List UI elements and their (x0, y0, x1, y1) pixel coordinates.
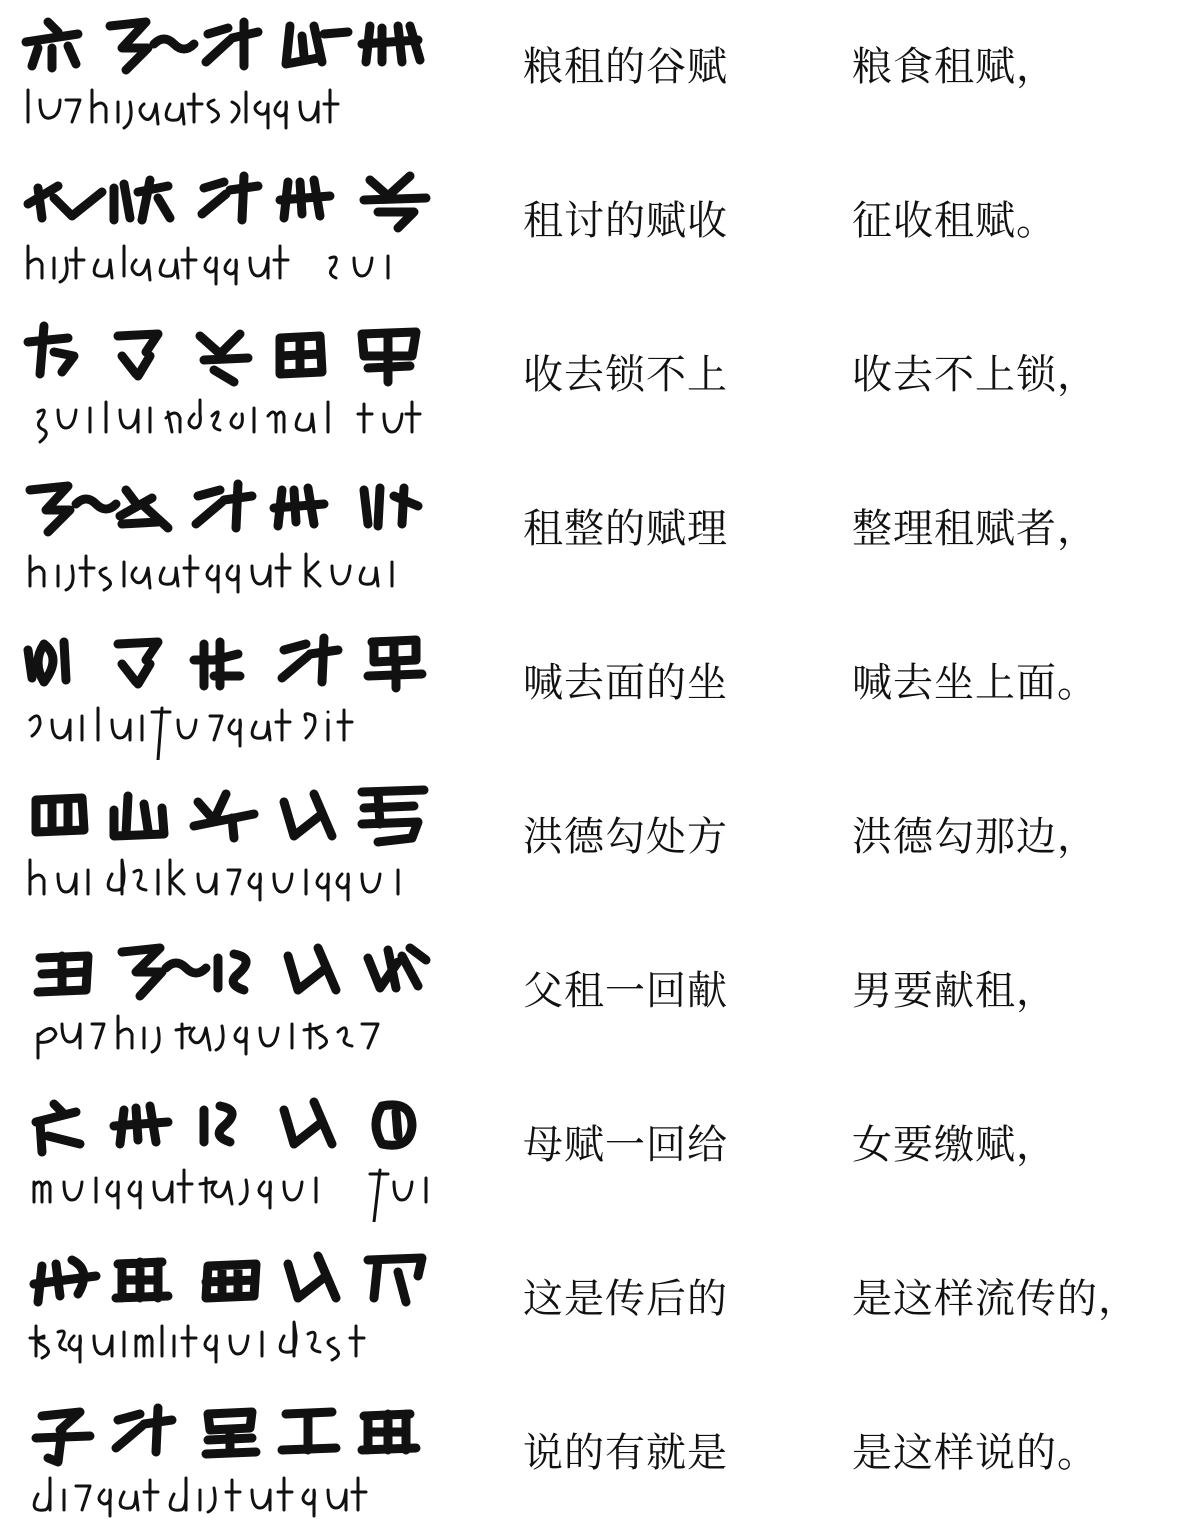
translation-text: 征收租赋。 (852, 198, 1057, 244)
gloss-text: 喊去面的坐 (523, 660, 728, 706)
verse-row (0, 770, 1181, 924)
gloss-text: 租整的赋理 (523, 506, 728, 552)
verse-row (0, 154, 1181, 308)
verse-row (0, 616, 1181, 770)
verse-row (0, 1078, 1181, 1232)
handwritten-script-glyphs (18, 1082, 448, 1222)
gloss-text: 说的有就是 (523, 1430, 728, 1476)
verse-row (0, 1232, 1181, 1386)
gloss-text: 粮租的谷赋 (523, 44, 728, 90)
translation-text: 女要缴赋， (852, 1122, 1057, 1168)
gloss-text: 母赋一回给 (523, 1122, 728, 1168)
handwritten-script-glyphs (18, 620, 448, 760)
handwritten-script-glyphs (18, 774, 448, 914)
handwritten-script-glyphs (18, 4, 448, 144)
translation-text: 洪德勾那边， (852, 814, 1098, 860)
gloss-text: 这是传后的 (523, 1276, 728, 1322)
verse-row (0, 1386, 1181, 1540)
handwritten-script-glyphs (18, 1236, 448, 1376)
verse-row (0, 308, 1181, 462)
translation-text: 粮食租赋， (852, 44, 1057, 90)
handwritten-script-glyphs (18, 1390, 448, 1530)
translation-text: 是这样流传的， (852, 1276, 1139, 1322)
gloss-text: 洪德勾处方 (523, 814, 728, 860)
handwritten-script-glyphs (18, 158, 448, 298)
translation-text: 收去不上锁， (852, 352, 1098, 398)
gloss-text: 父租一回献 (523, 968, 728, 1014)
gloss-text: 收去锁不上 (523, 352, 728, 398)
verse-row (0, 0, 1181, 154)
handwritten-script-glyphs (18, 928, 448, 1068)
gloss-text: 租讨的赋收 (523, 198, 728, 244)
handwritten-script-glyphs (18, 312, 448, 452)
translation-text: 喊去坐上面。 (852, 660, 1098, 706)
verse-row (0, 924, 1181, 1078)
handwritten-script-glyphs (18, 466, 448, 606)
translation-text: 男要献租， (852, 968, 1057, 1014)
translation-text: 整理租赋者， (852, 506, 1098, 552)
verse-row (0, 462, 1181, 616)
translation-text: 是这样说的。 (852, 1430, 1098, 1476)
